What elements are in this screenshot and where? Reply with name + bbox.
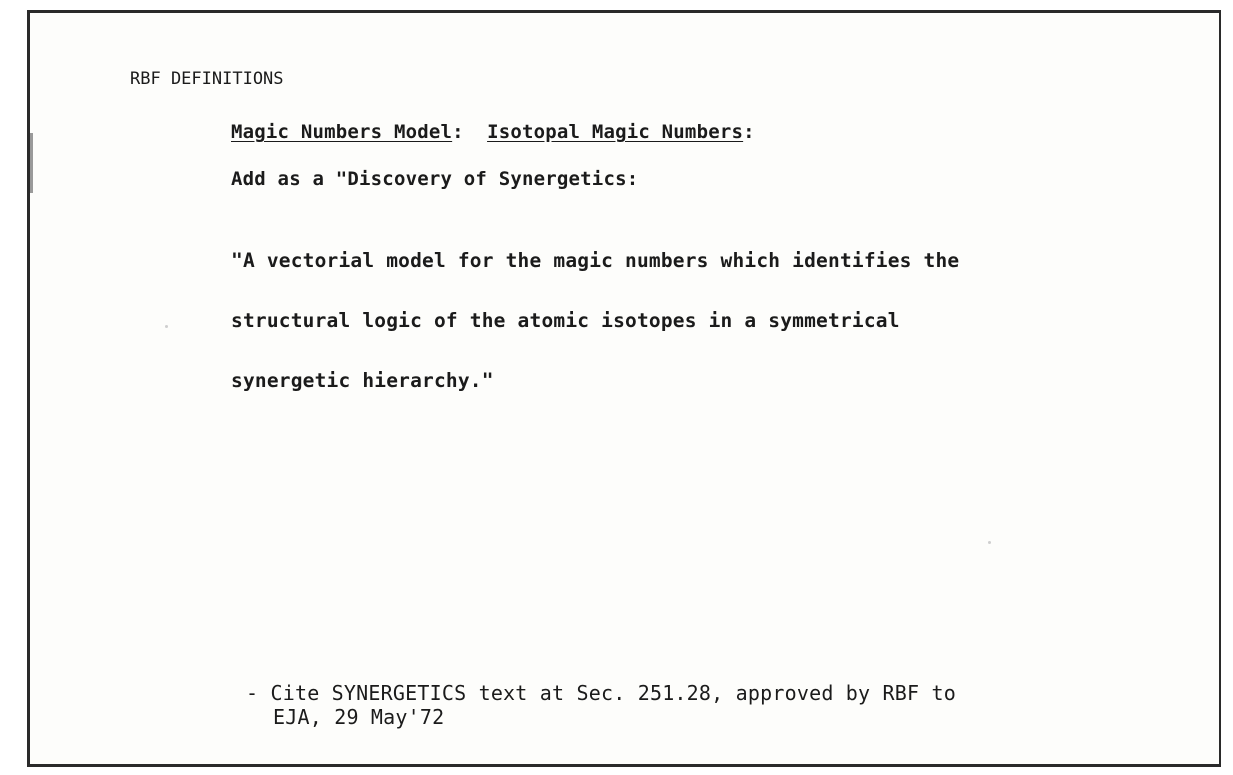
citation-line-1: - Cite SYNERGETICS text at Sec. 251.28, approved by RBF to xyxy=(246,681,956,705)
quote-line: synergetic hierarchy." xyxy=(231,369,494,392)
subheading xyxy=(231,121,755,143)
paper-speck xyxy=(988,541,991,544)
quote-line: "A vectorial model for the magic numbers which identifies the xyxy=(231,249,960,272)
subheading-separator1: : xyxy=(452,121,488,143)
subheading-separator2: : xyxy=(743,121,755,143)
definition-quote xyxy=(231,211,959,431)
card-heading: RBF DEFINITIONS xyxy=(130,69,284,89)
paper-speck xyxy=(165,325,168,328)
subheading-part1: Magic Numbers Model xyxy=(231,121,453,143)
subheading-part2: Isotopal Magic Numbers xyxy=(487,121,744,143)
citation-line-2: EJA, 29 May'72 xyxy=(273,705,445,729)
quote-line: structural logic of the atomic isotopes in a symmetrical xyxy=(231,309,900,332)
instruction-line: Add as a "Discovery of Synergetics: xyxy=(231,168,639,190)
index-card xyxy=(27,10,1221,767)
left-edge-mark xyxy=(30,133,33,193)
